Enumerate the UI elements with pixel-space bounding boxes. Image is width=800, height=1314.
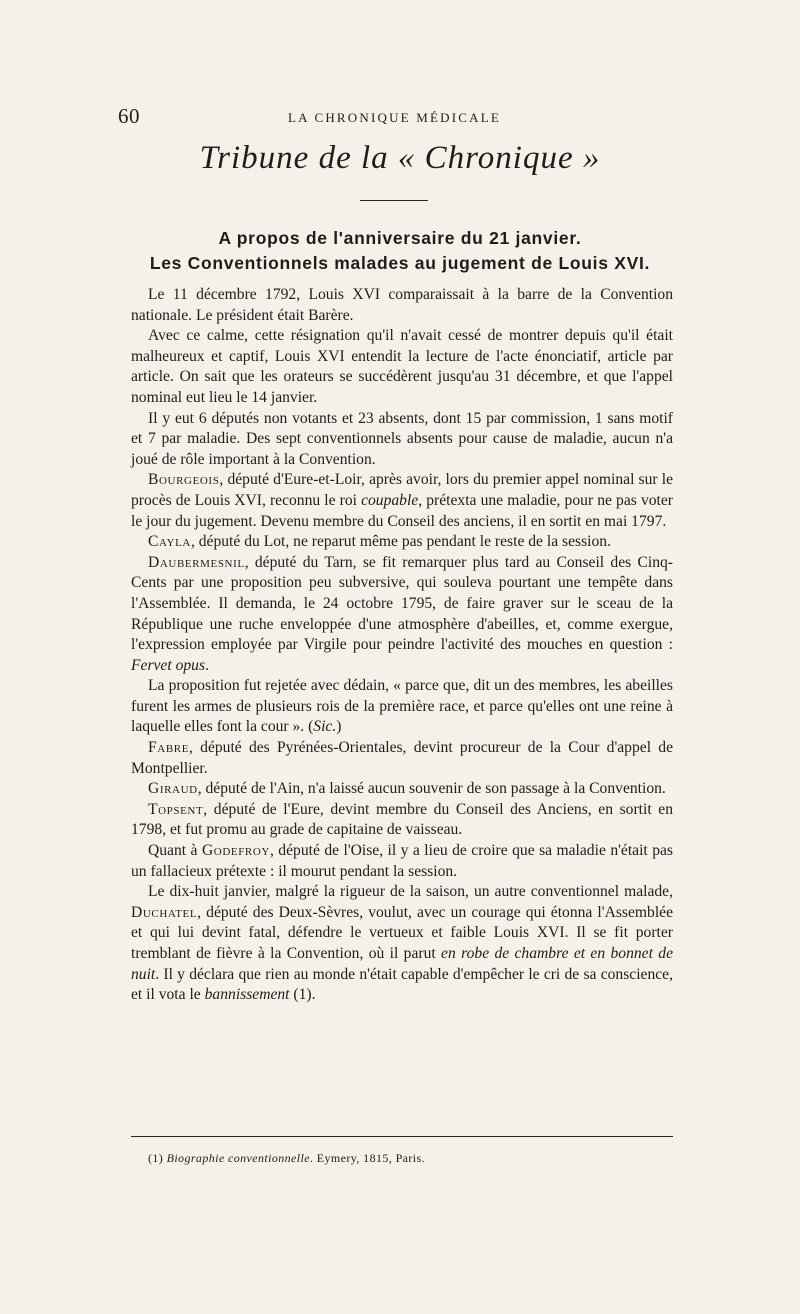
footnote-divider bbox=[131, 1136, 673, 1137]
paragraph-1: Le 11 décembre 1792, Louis XVI comparaissait à la barre de la Convention nationale. Le président était Barère. bbox=[131, 286, 673, 324]
paragraph-proposition: La proposition fut rejetée avec dédain, « parce que, dit un des membres, les abeilles furent les armes de plusieurs rois de la première race, et parce qu'elles ont une reine à laquelle elles font la cour ». (Sic.) bbox=[131, 677, 673, 736]
deputy-name: Giraud bbox=[148, 780, 198, 798]
deputy-name: Godefroy bbox=[201, 842, 270, 860]
deputy-name: Daubermesnil bbox=[148, 553, 245, 571]
paragraph-fabre: Fabre, député des Pyrénées-Orientales, devint procureur de la Cour d'appel de Montpellier. bbox=[131, 739, 673, 777]
article-body bbox=[131, 285, 673, 1006]
deputy-name: Duchatel bbox=[131, 903, 198, 921]
paragraph-2: Avec ce calme, cette résignation qu'il n'avait cessé de montrer depuis qu'il était malheureux et captif, Louis XVI entendit la lecture de l'acte énonciatif, article par article. On sait que les orateurs se succédèrent jusqu'au 31 décembre, et que l'appel nominal eut lieu le 14 janvier. bbox=[131, 327, 673, 406]
deputy-name: Fabre bbox=[148, 739, 190, 757]
footnote: (1) Biographie conventionnelle. Eymery, 1815, Paris. bbox=[148, 1151, 425, 1165]
paragraph-daubermesnil: Daubermesnil, député du Tarn, se fit remarquer plus tard au Conseil des Cinq-Cents par une proposition peu subversive, qui souleva pourtant une tempête dans l'Assemblée. Il demanda, le 24 octobre 1795, de faire graver sur le sceau de la République une ruche enveloppée d'une atmosphère d'abeilles, et, comme exergue, l'expression employée par Virgile pour peindre l'activité des mouches en question : Fervet opus. bbox=[131, 553, 673, 674]
headline-line-1: A propos de l'anniversaire du 21 janvier. bbox=[218, 228, 582, 248]
paragraph-duchatel: Le dix-huit janvier, malgré la rigueur de la saison, un autre conventionnel malade, Duchatel, député des Deux-Sèvres, voulut, avec un courage qui étonna l'Assemblée et qui lui devint fatal, défendre le vertueux et faible Louis XVI. Il se fit porter tremblant de fièvre à la Convention, où il parut en robe de chambre et en bonnet de nuit. Il y déclara que rien au monde n'était capable d'empêcher le cri de sa conscience, et il vota le bannissement (1). bbox=[131, 883, 673, 1004]
section-title: Tribune de la « Chronique » bbox=[199, 140, 601, 176]
paragraph-topsent: Topsent, député de l'Eure, devint membre du Conseil des Anciens, en sortit en 1798, et fut promu au grade de capitaine de vaisseau. bbox=[131, 800, 673, 839]
running-head: LA CHRONIQUE MÉDICALE bbox=[288, 110, 502, 125]
deputy-name: Bourgeois bbox=[148, 471, 220, 489]
title-divider bbox=[360, 200, 428, 201]
paragraph-3: Il y eut 6 députés non votants et 23 absents, dont 15 par commission, 1 sans motif et 7 par maladie. Des sept conventionnels absents pour cause de maladie, aucun n'a joué de rôle important à la Convention. bbox=[131, 409, 673, 468]
deputy-name: Topsent bbox=[148, 800, 204, 818]
paragraph-godefroy: Quant à Godefroy, député de l'Oise, il y a lieu de croire que sa maladie n'était pas un fallacieux prétexte : il mourut pendant la session. bbox=[131, 842, 673, 880]
page-number: 60 bbox=[118, 104, 140, 128]
paragraph-giraud: Giraud, député de l'Ain, n'a laissé aucun souvenir de son passage à la Convention. bbox=[148, 780, 666, 798]
paragraph-bourgeois: Bourgeois, député d'Eure-et-Loir, après avoir, lors du premier appel nominal sur le procès de Louis XVI, reconnu le roi coupable, prétexta une maladie, pour ne pas voter le jour du jugement. Devenu membre du Conseil des anciens, il en sortit en mai 1797. bbox=[131, 471, 673, 530]
headline-line-2: Les Conventionnels malades au jugement de Louis XVI. bbox=[149, 253, 651, 273]
deputy-name: Cayla bbox=[148, 533, 191, 551]
paragraph-cayla: Cayla, député du Lot, ne reparut même pas pendant le reste de la session. bbox=[148, 533, 611, 551]
